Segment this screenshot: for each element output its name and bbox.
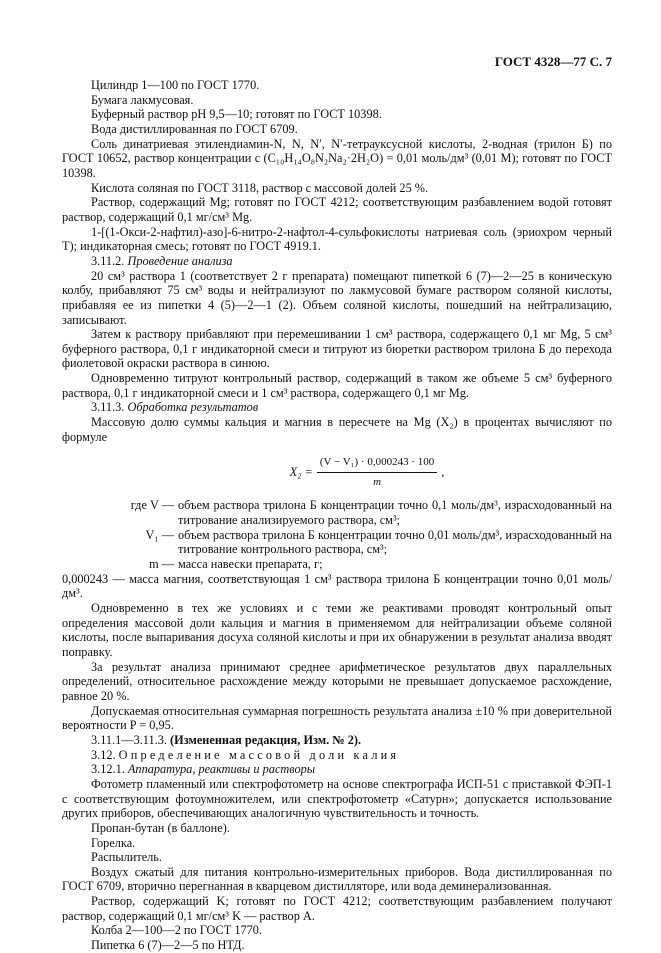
paragraph: 20 см³ раствора 1 (соответствует 2 г препарата) помещают пипеткой 6 (7)—2—25 в коническую колбу, прибавляют 75 см³ воды и нейтрализуют по лакмусовой бумаге раствором соляной кислоты, прибавляя ее из пипетки 4 (5)—2—1 (2). Объем соляной кислоты, пошедший на нейтрализацию, записывают. <box>62 268 612 327</box>
paragraph: Раствор, содержащий Mg; готовят по ГОСТ 4212; соответствующим разбавлением водой готовят раствор, содержащий 0,1 мг/см³ Mg. <box>62 195 612 224</box>
formula-numerator: (V − V₁) · 0,000243 · 100 <box>317 455 437 473</box>
section-number: 3.11.1—3.11.3. <box>91 732 167 747</box>
section-heading <box>62 400 612 415</box>
formula-fraction <box>317 455 437 489</box>
paragraph: Бумага лакмусовая. <box>91 92 194 107</box>
amendment-note <box>62 733 612 748</box>
definition-text: масса навески препарата, г; <box>178 557 323 572</box>
paragraph: Массовую долю суммы кальция и магния в пересчете на Mg (X₂) в процентах вычисляют по формуле <box>62 415 612 444</box>
page-header: ГОСТ 4328—77 С. 7 <box>494 54 612 69</box>
paragraph: Горелка. <box>91 835 136 850</box>
paragraph: Допускаемая относительная суммарная погрешность результата анализа ±10 % при доверительной вероятности P = 0,95. <box>62 703 612 733</box>
paragraph: Буферный раствор pH 9,5—10; готовят по ГОСТ 10398. <box>91 107 382 122</box>
section-number: 3.11.3. <box>91 400 125 415</box>
definition <box>62 528 612 557</box>
section-number: 3.12.1. <box>91 762 125 777</box>
section-heading <box>62 748 612 763</box>
section-heading <box>62 762 612 777</box>
formula-tail: , <box>441 465 445 480</box>
paragraph: 1-[(1-Окси-2-нафтил)-азо]-6-нитро-2-нафтол-4-сульфокислоты натриевая соль (эриохром черный Т); индикаторная смесь; готовят по ГОСТ 4919.1. <box>62 224 612 254</box>
definition-term: 0,000243 — <box>62 571 125 586</box>
paragraph: Соль динатриевая этилендиамин-N, N, N′, N′-тетрауксусной кислоты, 2-водная (трилон Б) по ГОСТ 10652, раствор концентрации с (C₁₀H₁₄O₈N₂Na₂·2H₂O) = 0,01 моль/дм³ (0,01 М); готовят по ГОСТ 10398. <box>62 136 612 180</box>
definition <box>62 572 612 601</box>
section-number: 3.11.2. <box>91 253 125 268</box>
definition <box>62 557 612 572</box>
paragraph: Пропан-бутан (в баллоне). <box>91 820 230 835</box>
section-title: Определение массовой доли калия <box>118 747 400 762</box>
paragraph: Раствор, содержащий K; готовят по ГОСТ 4212; соответствующим разбавлением получают раствор, содержащий 0,1 мг/см³ K — раствор А. <box>62 894 612 923</box>
paragraph: Цилиндр 1—100 по ГОСТ 1770. <box>91 78 260 92</box>
definition-term: где V — <box>130 498 174 513</box>
section-title: Проведение анализа <box>127 253 233 268</box>
paragraph: Одновременно в тех же условиях и с теми же реактивами проводят контрольный опыт определения массовой доли кальция и магния в применяемом для нейтрализации объеме соляной кислоты, после выпаривания досуха соляной кислоты и при их обнаружении в результат анализа вводят поправку. <box>62 601 612 659</box>
paragraph: Распылитель. <box>91 850 162 865</box>
formula <box>122 452 612 492</box>
paragraph: Затем к раствору прибавляют при перемешивании 1 см³ раствора, содержащего 0,1 мг Mg, 5 см³ буферного раствора, 0,1 г индикаторной смеси и титруют из бюретки раствором трилона Б до перехода фиолетовой окраски раствора в синюю. <box>62 327 612 371</box>
formula-lhs: X₂ = <box>289 465 313 480</box>
section-title: Обработка результатов <box>127 400 259 415</box>
definition <box>62 498 612 527</box>
definition-term: V₁ — <box>145 527 174 542</box>
paragraph: За результат анализа принимают среднее арифметическое результатов двух параллельных определений, относительное расхождение между которыми не превышает допускаемое расхождение, равное 20 %. <box>62 659 612 703</box>
paragraph: Воздух сжатый для питания контрольно-измерительных приборов. Вода дистиллированная по ГОСТ 6709, вторично перегнанная в кварцевом дистилляторе, или вода деминерализованная. <box>62 864 612 894</box>
paragraph: Фотометр пламенный или спектрофотометр на основе спектрографа ИСП-51 с приставкой ФЭП-1 с соответствующим фотоумножителем, или спектрофотометр «Сатурн»; допускается использование других приборов, обеспечивающих аналогичную чувствительность и точность. <box>62 776 612 821</box>
paragraph: Одновременно титруют контрольный раствор, содержащий в таком же объеме 5 см³ буферного раствора, 0,1 г индикаторной смеси и 1 см³ раствора, содержащего 0,1 мг Mg. <box>62 371 612 400</box>
definition-text: масса магния, соответствующая 1 см³ раствора трилона Б концентрации точно 0,01 моль/дм³. <box>62 571 612 601</box>
amendment-text: (Измененная редакция, Изм. № 2). <box>170 732 362 747</box>
paragraph: Пипетка 6 (7)—2—5 по НТД. <box>91 938 245 953</box>
paragraph: Кислота соляная по ГОСТ 3118, раствор с массовой долей 25 %. <box>91 180 429 195</box>
section-number: 3.12. <box>91 747 116 762</box>
section-heading <box>62 254 612 269</box>
formula-denominator: m <box>373 475 382 488</box>
definition-text: объем раствора трилона Б концентрации точно 0,1 моль/дм³, израсходованный на титрование анализируемого раствора, см³; <box>178 498 612 528</box>
paragraph: Вода дистиллированная по ГОСТ 6709. <box>91 121 298 136</box>
definition-text: объем раствора трилона Б концентрации точно 0,01 моль/дм³, израсходованный на титрование контрольного раствора, см³; <box>178 527 612 557</box>
document-body <box>62 78 612 953</box>
section-title: Аппаратура, реактивы и растворы <box>127 762 316 777</box>
paragraph: Колба 2—100—2 по ГОСТ 1770. <box>91 923 263 938</box>
definition-term: m — <box>149 557 174 572</box>
